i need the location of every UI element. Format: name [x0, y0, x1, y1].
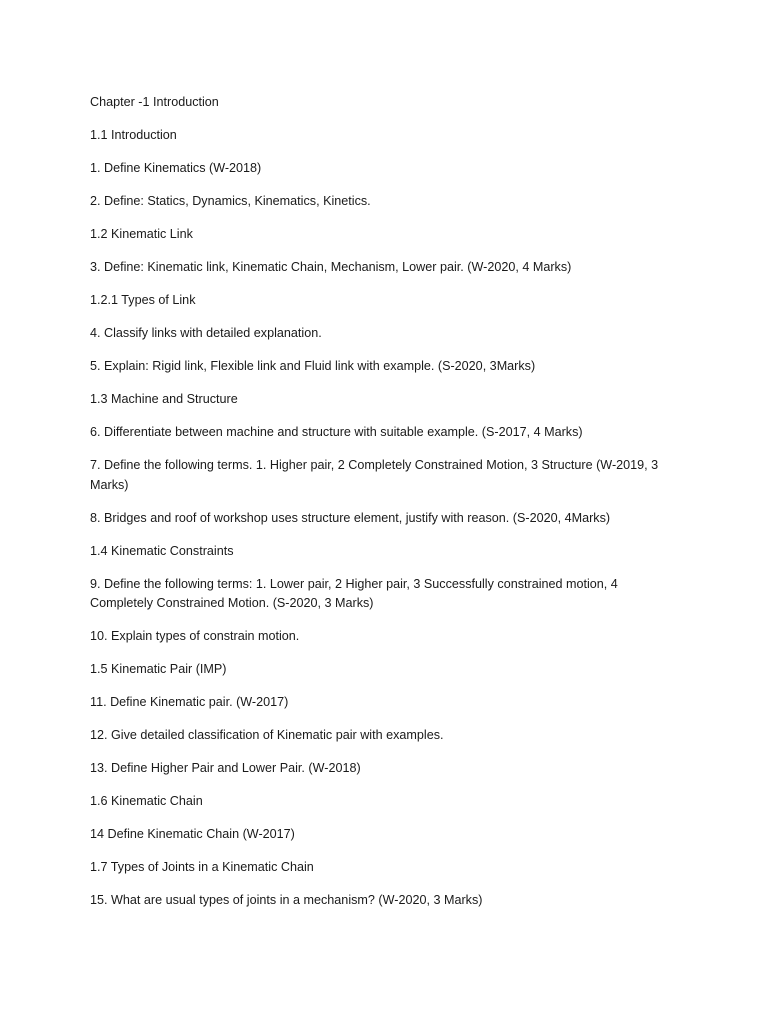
section-heading: 1.4 Kinematic Constraints	[90, 543, 234, 558]
question-item: 4. Classify links with detailed explanation.	[90, 326, 322, 340]
question-item: 12. Give detailed classification of Kinematic pair with examples.	[90, 728, 444, 742]
question-item: 6. Differentiate between machine and structure with suitable example. (S-2017, 4 Marks)	[90, 425, 583, 439]
question-item: 11. Define Kinematic pair. (W-2017)	[90, 695, 289, 709]
question-item: 10. Explain types of constrain motion.	[90, 629, 300, 643]
section-heading: 1.1 Introduction	[90, 128, 177, 142]
question-item: 14 Define Kinematic Chain (W-2017)	[90, 827, 295, 841]
question-item: 8. Bridges and roof of workshop uses structure element, justify with reason. (S-2020, 4Marks)	[90, 510, 611, 525]
question-item: 7. Define the following terms. 1. Higher pair, 2 Completely Constrained Motion, 3 Structure (W-2019, 3 Marks)	[90, 458, 659, 492]
section-heading: 1.7 Types of Joints in a Kinematic Chain	[90, 860, 314, 874]
chapter-heading: Chapter -1 Introduction	[90, 95, 219, 109]
section-heading: 1.3 Machine and Structure	[90, 392, 238, 406]
question-item: 5. Explain: Rigid link, Flexible link and Fluid link with example. (S-2020, 3Marks)	[90, 359, 536, 373]
question-item: 9. Define the following terms: 1. Lower pair, 2 Higher pair, 3 Successfully constrained motion, 4 Completely Constrained Motion. (S-2020, 3 Marks)	[90, 576, 618, 610]
question-item: 13. Define Higher Pair and Lower Pair. (W-2018)	[90, 761, 361, 775]
question-item: 3. Define: Kinematic link, Kinematic Chain, Mechanism, Lower pair. (W-2020, 4 Marks)	[90, 260, 572, 274]
section-heading: 1.2 Kinematic Link	[90, 227, 193, 241]
document-body	[90, 93, 680, 924]
section-heading: 1.2.1 Types of Link	[90, 293, 196, 307]
question-item: 1. Define Kinematics (W-2018)	[90, 161, 262, 175]
section-heading: 1.6 Kinematic Chain	[90, 794, 203, 808]
question-item: 15. What are usual types of joints in a mechanism? (W-2020, 3 Marks)	[90, 893, 483, 907]
question-item: 2. Define: Statics, Dynamics, Kinematics, Kinetics.	[90, 194, 371, 208]
section-heading: 1.5 Kinematic Pair (IMP)	[90, 662, 227, 676]
